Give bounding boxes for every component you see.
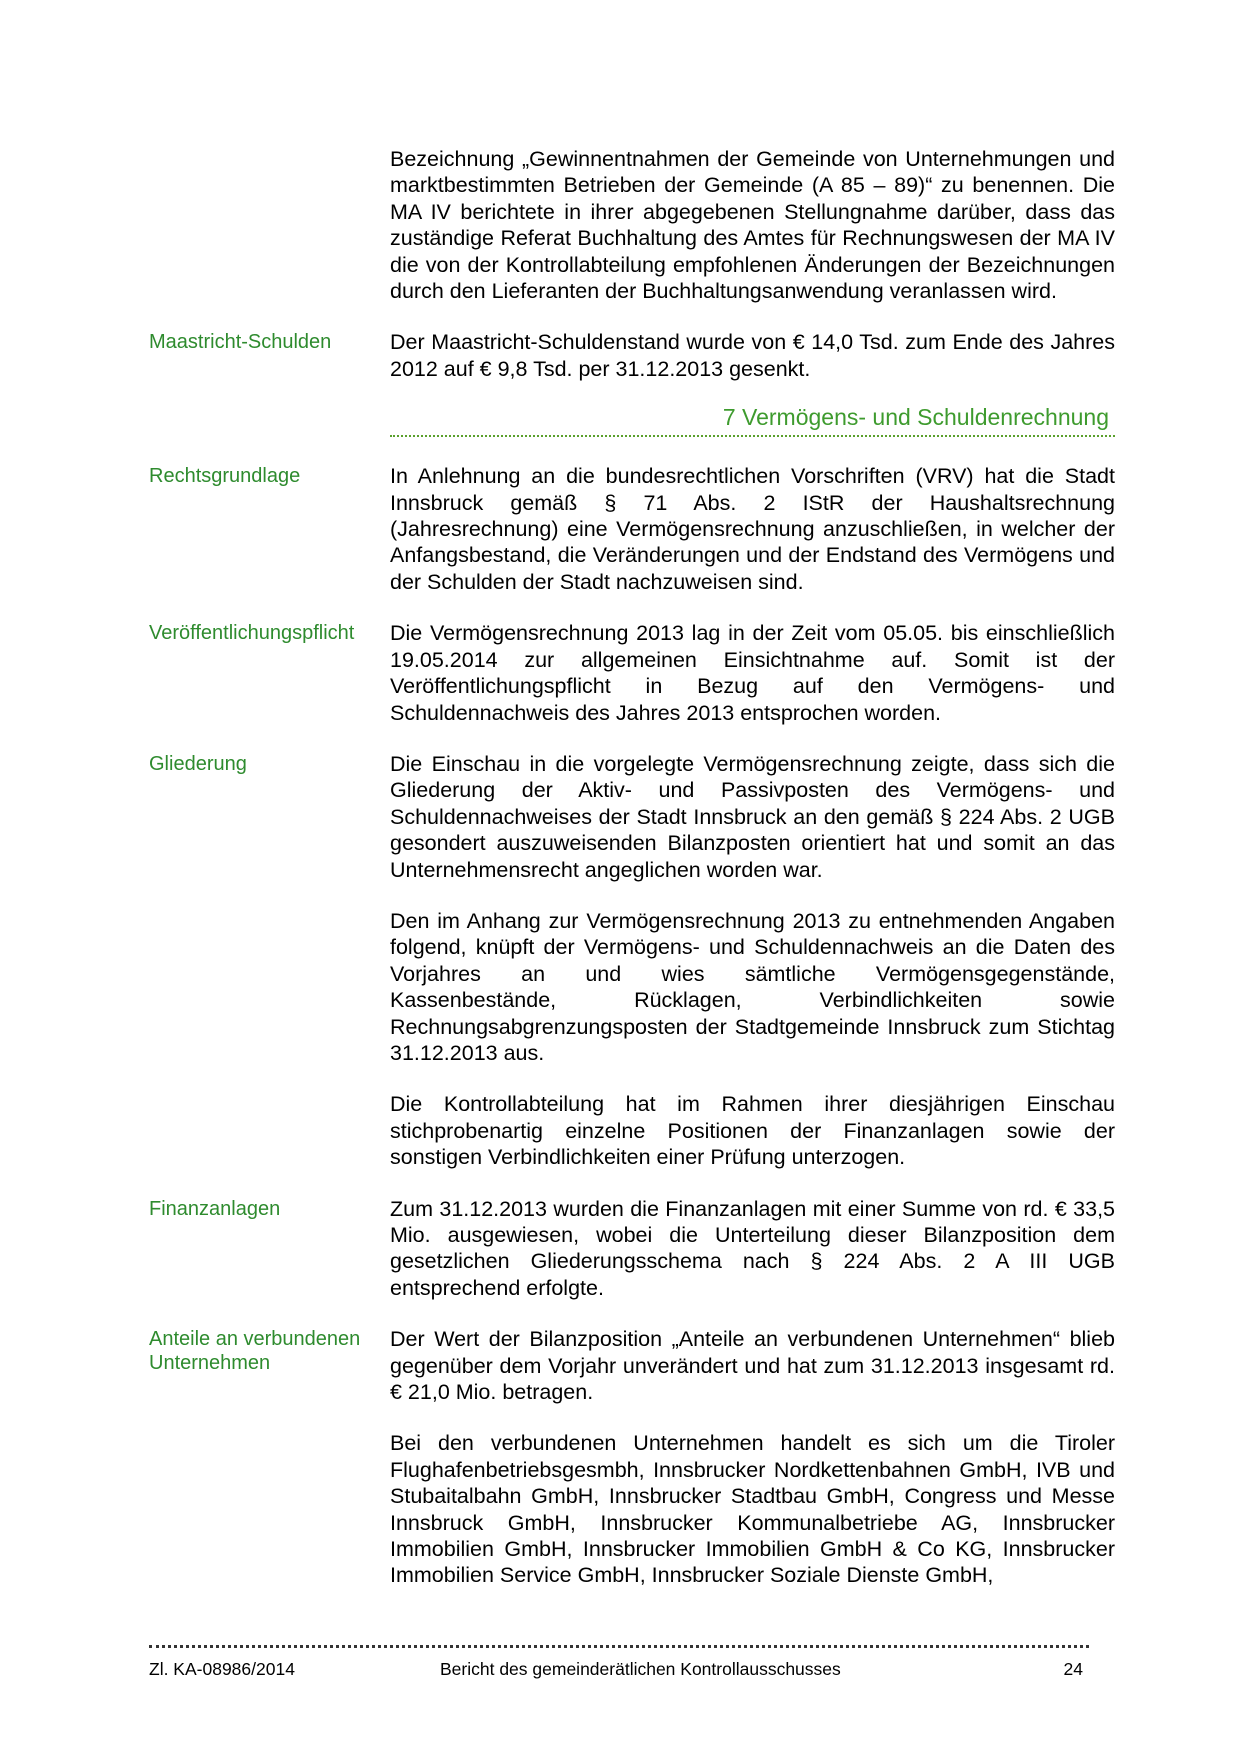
margin-label-finanzanlagen: Finanzanlagen [149, 1197, 281, 1220]
paragraph-row [149, 1430, 1125, 1588]
paragraph-row [149, 1091, 1125, 1170]
body-paragraph: In Anlehnung an die bundesrechtlichen Vorschriften (VRV) hat die Stadt Innsbruck gemäß § 71 Abs. 2 IStR der Haushaltsrechnung (Jahresrechnung) eine Vermögensrechnung anzuschließen, in welcher der Anfangsbestand, die Veränderungen und der Endstand des Vermögens und der Schulden der Stadt nachzuweisen sind. [390, 464, 1115, 594]
body-paragraph: Die Vermögensrechnung 2013 lag in der Zeit vom 05.05. bis einschließlich 19.05.2014 zur allgemeinen Einsichtnahme auf. Somit ist der Veröffentlichungspflicht in Bezug auf den Vermögens- und Schuldennachweis des Jahres 2013 entsprochen worden. [390, 621, 1115, 725]
body-paragraph: Zum 31.12.2013 wurden die Finanzanlagen mit einer Summe von rd. € 33,5 Mio. ausgewiesen, wobei die Unterteilung dieser Bilanzposition dem gesetzlichen Gliederungsschema nach § 224 Abs. 2 A III UGB entsprechend erfolgte. [390, 1196, 1115, 1300]
footer-divider [149, 1645, 1089, 1648]
page-footer [149, 1658, 1089, 1684]
body-paragraph: Der Maastricht-Schuldenstand wurde von € 14,0 Tsd. zum Ende des Jahres 2012 auf € 9,8 Tsd. per 31.12.2013 gesenkt. [390, 330, 1115, 381]
body-paragraph: Bezeichnung „Gewinnentnahmen der Gemeinde von Unternehmungen und marktbestimmten Betrieben der Gemeinde (A 85 – 89)“ zu benennen. Die MA IV berichtete in ihrer abgegebenen Stellungnahme darüber, dass das zuständige Referat Buchhaltung des Amtes für Rechnungswesen der MA IV die von der Kontrollabteilung empfohlenen Änderungen der Bezeichnungen durch den Lieferanten der Buchhaltungsanwendung veranlassen wird. [390, 147, 1115, 304]
margin-label [149, 146, 390, 147]
body-paragraph: Der Wert der Bilanzposition „Anteile an verbundenen Unternehmen“ blieb gegenüber dem Vorjahr unverändert und hat zum 31.12.2013 insgesamt rd. € 21,0 Mio. betragen. [390, 1327, 1115, 1405]
body-paragraph: Bei den verbundenen Unternehmen handelt es sich um die Tiroler Flughafenbetriebsgesmbh, Innsbrucker Nordkettenbahnen GmbH, IVB und Stubaitalbahn GmbH, Innsbrucker Stadtbau GmbH, Congress und Messe Innsbruck GmbH, Innsbrucker Kommunalbetriebe AG, Innsbrucker Immobilien GmbH, Innsbrucker Immobilien GmbH & Co KG, Innsbrucker Immobilien Service GmbH, Innsbrucker Soziale Dienste GmbH, [390, 1431, 1115, 1588]
margin-label-anteile: Anteile an verbundenen Unternehmen [149, 1328, 361, 1375]
paragraph-row [149, 146, 1125, 304]
paragraph-row-anteile [149, 1326, 1125, 1405]
section-heading-block [390, 402, 1115, 437]
page-content [149, 146, 1125, 1614]
footer-title: Bericht des gemeinderätlichen Kontrollausschusses [440, 1659, 841, 1679]
margin-label-gliederung: Gliederung [149, 752, 247, 775]
paragraph-row-maastricht [149, 329, 1125, 382]
body-paragraph: Die Einschau in die vorgelegte Vermögensrechnung zeigte, dass sich die Gliederung der Aktiv- und Passivposten des Vermögens- und Schuldennachweises der Stadt Innsbruck an den gemäß § 224 Abs. 2 UGB gesondert auszuweisenden Bilanzposten orientiert hat und somit an das Unternehmensrecht angeglichen worden war. [390, 751, 1115, 882]
margin-label [149, 1091, 390, 1092]
margin-label [149, 1430, 390, 1431]
body-paragraph: Die Kontrollabteilung hat im Rahmen ihrer diesjährigen Einschau stichprobenartig einzelne Positionen der Finanzanlagen sowie der sonstigen Verbindlichkeiten einer Prüfung unterzogen. [390, 1092, 1115, 1170]
page-number: 24 [1063, 1659, 1083, 1679]
section-heading: 7 Vermögens- und Schuldenrechnung [722, 404, 1109, 431]
margin-label-maastricht: Maastricht-Schulden [149, 331, 332, 354]
paragraph-row-finanzanlagen [149, 1196, 1125, 1302]
margin-label-veroeffentlichungspflicht: Veröffentlichungspflicht [149, 622, 355, 645]
paragraph-row [149, 908, 1125, 1066]
margin-label [149, 908, 390, 909]
paragraph-row-rechtsgrundlage [149, 463, 1125, 595]
paragraph-row-gliederung [149, 751, 1125, 883]
paragraph-row-veroeffentlichungspflicht [149, 620, 1125, 726]
margin-label-rechtsgrundlage: Rechtsgrundlage [149, 465, 301, 488]
footer-reference: Zl. KA-08986/2014 [149, 1659, 295, 1679]
body-paragraph: Den im Anhang zur Vermögensrechnung 2013 zu entnehmenden Angaben folgend, knüpft der Vermögens- und Schuldennachweis an die Daten des Vorjahres an und wies sämtliche Vermögensgegenstände, Kassenbestände, Rücklagen, Verbindlichkeiten sowie Rechnungsabgrenzungsposten der Stadtgemeinde Innsbruck zum Stichtag 31.12.2013 aus. [390, 908, 1115, 1065]
